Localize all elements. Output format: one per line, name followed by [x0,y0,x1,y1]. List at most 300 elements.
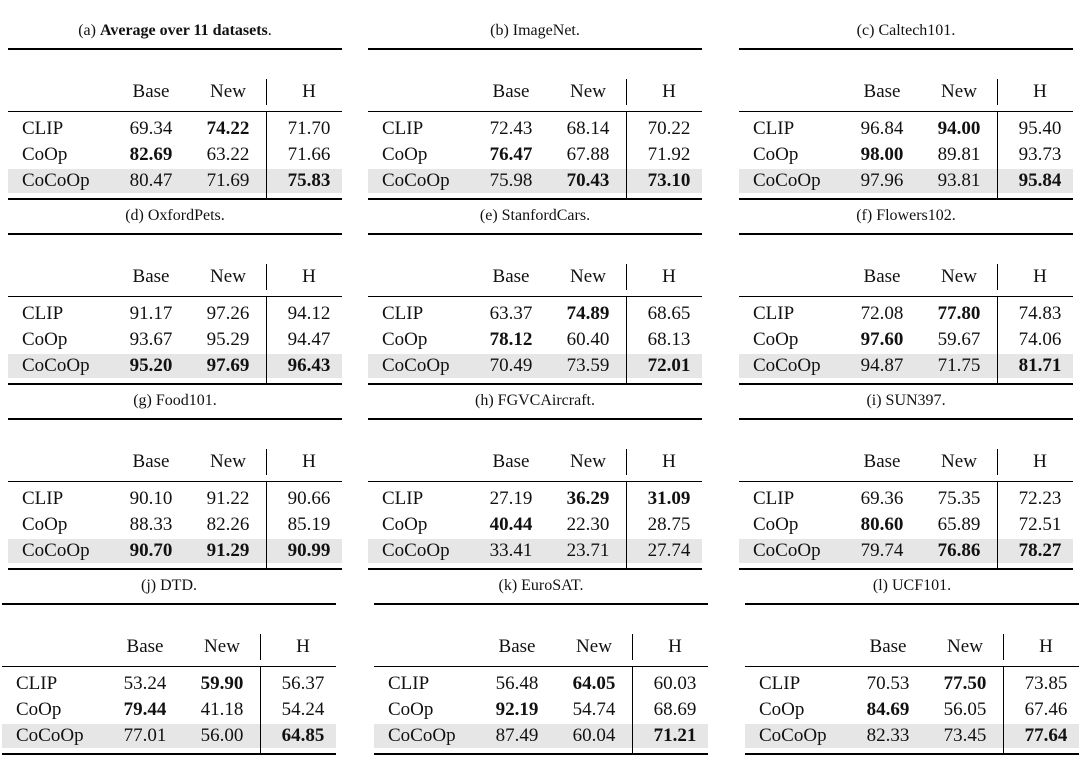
table-cell-value: 90.70 [129,540,173,561]
table-cell-value: 93.73 [1018,144,1062,165]
column-header: H [302,451,316,472]
results-table-panel [368,20,702,206]
table-cell-value: 65.89 [937,514,981,535]
table-cell-value: 73.85 [1024,673,1068,694]
column-separator [997,297,998,383]
results-table-panel [739,205,1073,391]
caption-period: . [590,392,595,409]
method-name: CoOp [16,699,62,720]
table-cell-value: 88.33 [129,514,173,535]
caption-title: SUN397 [885,392,942,409]
table-cell-value: 77.80 [937,303,981,324]
caption-title: UCF101 [891,577,948,594]
column-separator [266,264,267,290]
column-header: Base [132,81,170,102]
table-cell-value: 74.83 [1018,303,1062,324]
caption-title: EuroSAT [521,577,580,594]
table-cell-value: 82.26 [206,514,250,535]
table-cell-value: 31.09 [647,488,691,509]
table-cell-value: 91.17 [129,303,173,324]
table-caption [739,205,1073,227]
table-cell-value: 97.69 [206,355,250,376]
table-caption [739,390,1073,412]
column-header: Base [492,81,530,102]
method-name: CoCoOp [382,170,450,191]
column-separator [266,449,267,475]
column-header: H [302,81,316,102]
column-separator [626,449,627,475]
table-cell-value: 80.60 [860,514,904,535]
column-header: H [1033,451,1047,472]
table-cell-value: 56.37 [281,673,325,694]
top-rule [739,418,1073,420]
results-table-panel [739,20,1073,206]
table-cell-value: 90.66 [287,488,331,509]
table-cell-value: 64.85 [281,725,325,746]
mid-rule [739,111,1073,112]
bottom-rule [8,568,342,570]
method-name: CLIP [759,673,801,694]
table-cell-value: 71.69 [206,170,250,191]
caption-title: Caltech101 [878,22,952,39]
mid-rule [368,296,702,297]
method-name: CoOp [759,699,805,720]
table-cell-value: 71.92 [647,144,691,165]
mid-rule [368,481,702,482]
table-cell-value: 75.35 [937,488,981,509]
method-name: CoCoOp [753,355,821,376]
table-cell-value: 94.47 [287,329,331,350]
table-cell-value: 80.47 [129,170,173,191]
method-name: CLIP [22,488,64,509]
table-caption [374,575,708,597]
bottom-rule [2,753,336,755]
column-separator [626,297,627,383]
table-cell-value: 97.96 [860,170,904,191]
table-cell-value: 82.33 [866,725,910,746]
method-name: CoCoOp [16,725,84,746]
column-header: H [1033,81,1047,102]
method-name: CLIP [22,118,64,139]
table-cell-value: 27.19 [489,488,533,509]
column-header: H [662,266,676,287]
method-name: CoCoOp [22,540,90,561]
method-name: CLIP [382,118,424,139]
caption-prefix: (g) [133,392,156,409]
top-rule [739,233,1073,235]
caption-title: Average over 11 datasets [99,22,268,39]
table-cell-value: 71.21 [653,725,697,746]
caption-period: . [575,22,580,39]
results-table-panel [374,575,708,761]
mid-rule [8,481,342,482]
column-header: New [947,636,983,657]
caption-prefix: (l) [872,577,892,594]
caption-period: . [212,392,217,409]
top-rule [374,603,708,605]
mid-rule [739,296,1073,297]
table-cell-value: 93.81 [937,170,981,191]
method-name: CoOp [388,699,434,720]
table-cell-value: 71.66 [287,144,331,165]
table-cell-value: 68.69 [653,699,697,720]
table-cell-value: 69.34 [129,118,173,139]
method-name: CoCoOp [382,355,450,376]
caption-prefix: (b) [490,22,513,39]
table-cell-value: 59.67 [937,329,981,350]
table-cell-value: 96.43 [287,355,331,376]
column-separator [632,667,633,753]
caption-prefix: (i) [866,392,886,409]
column-header: Base [132,451,170,472]
bottom-rule [745,753,1079,755]
method-name: CLIP [753,118,795,139]
table-cell-value: 87.49 [495,725,539,746]
table-cell-value: 94.00 [937,118,981,139]
table-caption [745,575,1079,597]
table-cell-value: 70.53 [866,673,910,694]
column-header: New [210,451,246,472]
column-header: Base [492,266,530,287]
caption-prefix: (j) [141,577,161,594]
column-separator [997,112,998,198]
method-name: CoCoOp [753,540,821,561]
column-header: Base [492,451,530,472]
column-header: Base [132,266,170,287]
caption-period: . [947,577,952,594]
method-name: CoCoOp [759,725,827,746]
table-cell-value: 64.05 [572,673,616,694]
top-rule [2,603,336,605]
method-name: CLIP [382,488,424,509]
caption-period: . [586,207,591,224]
table-cell-value: 28.75 [647,514,691,535]
column-header: New [941,451,977,472]
bottom-rule [8,383,342,385]
caption-title: Food101 [155,392,213,409]
table-cell-value: 72.43 [489,118,533,139]
table-cell-value: 91.29 [206,540,250,561]
table-cell-value: 78.12 [489,329,533,350]
table-cell-value: 85.19 [287,514,331,535]
column-separator [997,482,998,568]
column-separator [1003,667,1004,753]
table-cell-value: 73.10 [647,170,691,191]
bottom-rule [8,198,342,200]
table-cell-value: 33.41 [489,540,533,561]
caption-title: Flowers102 [876,207,952,224]
caption-title: FGVCAircraft [497,392,591,409]
method-name: CLIP [16,673,58,694]
caption-prefix: (e) [479,207,502,224]
bottom-rule [739,383,1073,385]
table-cell-value: 90.99 [287,540,331,561]
caption-prefix: (c) [856,22,879,39]
table-cell-value: 89.81 [937,144,981,165]
caption-title: DTD [160,577,193,594]
caption-prefix: (f) [856,207,877,224]
top-rule [8,418,342,420]
table-cell-value: 41.18 [200,699,244,720]
table-cell-value: 75.83 [287,170,331,191]
table-cell-value: 40.44 [489,514,533,535]
table-cell-value: 74.22 [206,118,250,139]
caption-title: OxfordPets [147,207,221,224]
results-table-panel [745,575,1079,761]
top-rule [745,603,1079,605]
table-cell-value: 70.43 [566,170,610,191]
table-cell-value: 97.60 [860,329,904,350]
method-name: CoOp [753,514,799,535]
method-name: CoCoOp [382,540,450,561]
table-caption [739,20,1073,42]
method-name: CoCoOp [22,170,90,191]
table-cell-value: 60.03 [653,673,697,694]
method-name: CoOp [22,329,68,350]
table-caption [8,205,342,227]
results-table-panel [739,390,1073,576]
top-rule [368,233,702,235]
mid-rule [8,111,342,112]
table-cell-value: 68.65 [647,303,691,324]
table-cell-value: 68.14 [566,118,610,139]
table-cell-value: 72.08 [860,303,904,324]
table-cell-value: 71.75 [937,355,981,376]
table-cell-value: 95.20 [129,355,173,376]
caption-period: . [220,207,225,224]
table-cell-value: 70.22 [647,118,691,139]
column-separator [626,112,627,198]
table-cell-value: 27.74 [647,540,691,561]
table-cell-value: 94.87 [860,355,904,376]
column-separator [626,264,627,290]
column-header: New [570,81,606,102]
table-cell-value: 95.29 [206,329,250,350]
column-header: H [1039,636,1053,657]
top-rule [8,233,342,235]
table-cell-value: 84.69 [866,699,910,720]
column-header: H [662,451,676,472]
table-cell-value: 82.69 [129,144,173,165]
table-cell-value: 56.48 [495,673,539,694]
method-name: CoOp [382,329,428,350]
mid-rule [8,296,342,297]
results-table-panel [8,390,342,576]
table-cell-value: 36.29 [566,488,610,509]
column-separator [632,634,633,660]
mid-rule [745,666,1079,667]
column-header: New [210,266,246,287]
caption-period: . [941,392,946,409]
column-separator [997,264,998,290]
mid-rule [2,666,336,667]
column-separator [266,297,267,383]
results-table-panel [8,20,342,206]
column-separator [626,482,627,568]
table-caption [368,205,702,227]
column-header: H [662,81,676,102]
column-header: New [210,81,246,102]
table-cell-value: 94.12 [287,303,331,324]
caption-prefix: (h) [475,392,498,409]
method-name: CoOp [753,329,799,350]
caption-prefix: (a) [78,22,100,39]
column-header: Base [126,636,164,657]
table-cell-value: 63.37 [489,303,533,324]
column-separator [1003,634,1004,660]
mid-rule [368,111,702,112]
table-caption [368,390,702,412]
table-cell-value: 95.40 [1018,118,1062,139]
method-name: CLIP [753,303,795,324]
results-table-panel [368,390,702,576]
column-separator [260,667,261,753]
table-cell-value: 72.51 [1018,514,1062,535]
table-cell-value: 63.22 [206,144,250,165]
bottom-rule [739,568,1073,570]
method-name: CLIP [753,488,795,509]
column-header: H [302,266,316,287]
bottom-rule [739,198,1073,200]
column-header: New [941,81,977,102]
table-cell-value: 74.06 [1018,329,1062,350]
caption-title: StanfordCars [501,207,587,224]
method-name: CoOp [22,144,68,165]
table-cell-value: 56.00 [200,725,244,746]
column-header: New [941,266,977,287]
method-name: CoOp [382,144,428,165]
table-cell-value: 60.04 [572,725,616,746]
table-cell-value: 59.90 [200,673,244,694]
table-cell-value: 69.36 [860,488,904,509]
column-header: Base [869,636,907,657]
caption-period: . [951,22,956,39]
method-name: CoOp [382,514,428,535]
caption-prefix: (d) [125,207,148,224]
table-cell-value: 54.24 [281,699,325,720]
column-header: Base [863,451,901,472]
table-caption [2,575,336,597]
table-cell-value: 79.44 [123,699,167,720]
column-header: Base [863,266,901,287]
results-table-panel [368,205,702,391]
table-cell-value: 96.84 [860,118,904,139]
column-header: H [296,636,310,657]
column-header: New [570,266,606,287]
table-cell-value: 73.59 [566,355,610,376]
top-rule [739,48,1073,50]
table-cell-value: 22.30 [566,514,610,535]
method-name: CLIP [382,303,424,324]
caption-period: . [951,207,956,224]
bottom-rule [368,198,702,200]
table-cell-value: 68.13 [647,329,691,350]
table-cell-value: 70.49 [489,355,533,376]
table-cell-value: 76.86 [937,540,981,561]
table-cell-value: 77.01 [123,725,167,746]
column-header: New [576,636,612,657]
caption-prefix: (k) [498,577,522,594]
table-cell-value: 77.50 [943,673,987,694]
table-cell-value: 95.84 [1018,170,1062,191]
table-cell-value: 75.98 [489,170,533,191]
column-header: New [570,451,606,472]
column-header: H [668,636,682,657]
bottom-rule [368,568,702,570]
table-caption [8,390,342,412]
table-caption [8,20,342,42]
method-name: CoOp [22,514,68,535]
top-rule [368,418,702,420]
mid-rule [739,481,1073,482]
table-cell-value: 97.26 [206,303,250,324]
column-separator [266,112,267,198]
method-name: CoCoOp [388,725,456,746]
table-cell-value: 79.74 [860,540,904,561]
caption-period: . [267,22,272,39]
table-cell-value: 72.23 [1018,488,1062,509]
table-cell-value: 73.45 [943,725,987,746]
table-cell-value: 90.10 [129,488,173,509]
method-name: CLIP [388,673,430,694]
column-separator [260,634,261,660]
method-name: CoOp [753,144,799,165]
table-cell-value: 81.71 [1018,355,1062,376]
table-cell-value: 67.88 [566,144,610,165]
table-caption [368,20,702,42]
column-separator [997,449,998,475]
table-cell-value: 72.01 [647,355,691,376]
table-cell-value: 91.22 [206,488,250,509]
results-table-panel [2,575,336,761]
column-separator [626,79,627,105]
top-rule [8,48,342,50]
method-name: CoCoOp [22,355,90,376]
table-cell-value: 53.24 [123,673,167,694]
mid-rule [374,666,708,667]
table-cell-value: 54.74 [572,699,616,720]
table-cell-value: 77.64 [1024,725,1068,746]
table-cell-value: 56.05 [943,699,987,720]
method-name: CoCoOp [753,170,821,191]
column-header: Base [498,636,536,657]
method-name: CLIP [22,303,64,324]
column-separator [266,79,267,105]
table-cell-value: 60.40 [566,329,610,350]
column-separator [997,79,998,105]
top-rule [368,48,702,50]
table-cell-value: 78.27 [1018,540,1062,561]
results-table-panel [8,205,342,391]
bottom-rule [374,753,708,755]
table-cell-value: 98.00 [860,144,904,165]
caption-title: ImageNet [512,22,576,39]
table-cell-value: 74.89 [566,303,610,324]
table-cell-value: 71.70 [287,118,331,139]
table-cell-value: 67.46 [1024,699,1068,720]
column-header: H [1033,266,1047,287]
table-cell-value: 93.67 [129,329,173,350]
column-separator [266,482,267,568]
caption-period: . [579,577,584,594]
column-header: Base [863,81,901,102]
column-header: New [204,636,240,657]
table-cell-value: 92.19 [495,699,539,720]
bottom-rule [368,383,702,385]
table-cell-value: 76.47 [489,144,533,165]
table-cell-value: 23.71 [566,540,610,561]
caption-period: . [193,577,197,594]
